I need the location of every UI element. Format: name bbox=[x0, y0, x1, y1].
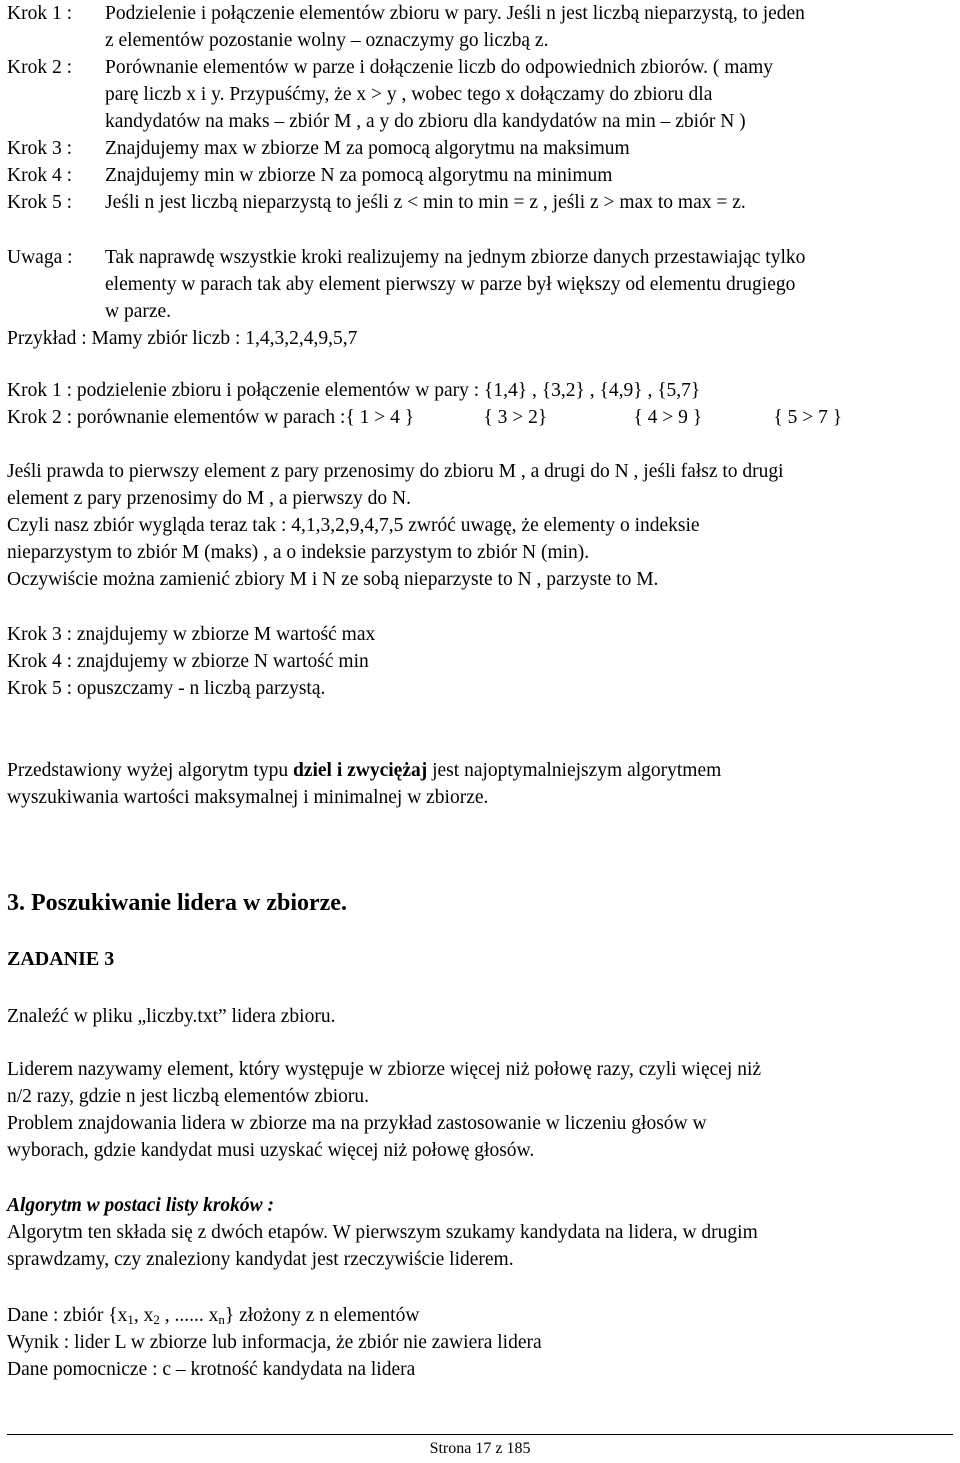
result-line: Wynik : lider L w zbiorze lub informacja, że zbiór nie zawiera lidera bbox=[7, 1332, 542, 1353]
task-heading: ZADANIE 3 bbox=[7, 948, 115, 970]
step-label: Krok 3 : bbox=[7, 138, 72, 159]
aux-line: Dane pomocnicze : c – krotność kandydata na lidera bbox=[7, 1359, 416, 1380]
pair-comparison: { 5 > 7 } bbox=[773, 407, 843, 428]
task-text: Znaleźć w pliku „liczby.txt” lidera zbioru. bbox=[7, 1006, 336, 1027]
definition-line: wyborach, gdzie kandydat musi uzyskać więcej niż połowę głosów. bbox=[7, 1140, 535, 1161]
example-line: Przykład : Mamy zbiór liczb : 1,4,3,2,4,9,5,7 bbox=[7, 328, 358, 349]
step-label: Krok 1 : bbox=[7, 3, 72, 24]
example-step-2-prefix: Krok 2 : porównanie elementów w parach : bbox=[7, 407, 346, 428]
step-label: Krok 5 : bbox=[7, 192, 72, 213]
summary-line: wyszukiwania wartości maksymalnej i minimalnej w zbiorze. bbox=[7, 787, 489, 808]
definition-line: Problem znajdowania lidera w zbiorze ma na przykład zastosowanie w liczeniu głosów w bbox=[7, 1113, 707, 1134]
step-text: Znajdujemy min w zbiorze N za pomocą algorytmu na minimum bbox=[105, 165, 613, 186]
paragraph-line: Jeśli prawda to pierwszy element z pary przenosimy do zbioru M , a drugi do N , jeśli fałsz to drugi bbox=[7, 461, 784, 482]
step-text: Znajdujemy max w zbiorze M za pomocą algorytmu na maksimum bbox=[105, 138, 630, 159]
paragraph-line: Oczywiście można zamienić zbiory M i N ze sobą nieparzyste to N , parzyste to M. bbox=[7, 569, 659, 590]
paragraph-line: Krok 4 : znajdujemy w zbiorze N wartość min bbox=[7, 651, 369, 672]
step-text: Podzielenie i połączenie elementów zbioru w pary. Jeśli n jest liczbą nieparzystą, to jeden bbox=[105, 3, 805, 24]
step-label: Krok 2 : bbox=[7, 57, 72, 78]
note-text: Tak naprawdę wszystkie kroki realizujemy na jednym zbiorze danych przestawiając tylko bbox=[105, 247, 806, 268]
step-text: kandydatów na maks – zbiór M , a y do zbioru dla kandydatów na min – zbiór N ) bbox=[105, 111, 746, 132]
step-text: Jeśli n jest liczbą nieparzystą to jeśli z < min to min = z , jeśli z > max to max = z. bbox=[105, 192, 746, 213]
step-label: Krok 4 : bbox=[7, 165, 72, 186]
pair-comparison: { 3 > 2} bbox=[483, 407, 548, 428]
page-footer: Strona 17 z 185 bbox=[429, 1440, 531, 1457]
note-text: elementy w parach tak aby element pierwszy w parze był większy od elementu drugiego bbox=[105, 274, 796, 295]
summary-line: Przedstawiony wyżej algorytm typu dziel i zwyciężaj jest najoptymalniejszym algorytmem bbox=[7, 760, 722, 781]
step-text: Porównanie elementów w parze i dołączenie liczb do odpowiednich zbiorów. ( mamy bbox=[105, 57, 774, 78]
paragraph-line: element z pary przenosimy do M , a pierwszy do N. bbox=[7, 488, 411, 509]
definition-line: n/2 razy, gdzie n jest liczbą elementów zbioru. bbox=[7, 1086, 370, 1107]
note-text: w parze. bbox=[105, 301, 172, 322]
pair-comparison: { 1 > 4 } bbox=[345, 407, 415, 428]
section-heading: 3. Poszukiwanie lidera w zbiorze. bbox=[7, 890, 347, 916]
summary-bold: dziel i zwyciężaj bbox=[292, 760, 428, 781]
algorithm-heading: Algorytm w postaci listy kroków : bbox=[7, 1195, 275, 1216]
step-text: parę liczb x i y. Przypuśćmy, że x > y , wobec tego x dołączamy do zbioru dla bbox=[105, 84, 713, 105]
example-step-1: Krok 1 : podzielenie zbioru i połączenie elementów w pary : {1,4} , {3,2} , {4,9} , {5,7} bbox=[7, 380, 701, 401]
paragraph-line: nieparzystym to zbiór M (maks) , a o indeksie parzystym to zbiór N (min). bbox=[7, 542, 590, 563]
algorithm-line: Algorytm ten składa się z dwóch etapów. W pierwszym szukamy kandydata na lidera, w drugim bbox=[7, 1222, 758, 1243]
example-step-2 bbox=[7, 404, 842, 431]
footer-divider bbox=[7, 1434, 953, 1435]
algorithm-line: sprawdzamy, czy znaleziony kandydat jest rzeczywiście liderem. bbox=[7, 1249, 514, 1270]
note-label: Uwaga : bbox=[7, 247, 73, 268]
paragraph-line: Krok 3 : znajdujemy w zbiorze M wartość max bbox=[7, 624, 376, 645]
pair-comparison: { 4 > 9 } bbox=[633, 407, 703, 428]
step-text: z elementów pozostanie wolny – oznaczymy go liczbą z. bbox=[105, 30, 549, 51]
definition-line: Liderem nazywamy element, który występuje w zbiorze więcej niż połowę razy, czyli więcej niż bbox=[7, 1059, 762, 1080]
paragraph-line: Krok 5 : opuszczamy - n liczbą parzystą. bbox=[7, 678, 326, 699]
given-line: Dane : zbiór {$x_1$, $x_2$ , ...... $x_n$} złożony z n elementów bbox=[7, 1305, 420, 1327]
paragraph-line: Czyli nasz zbiór wygląda teraz tak : 4,1,3,2,9,4,7,5 zwróć uwagę, że elementy o indeksie bbox=[7, 515, 700, 536]
